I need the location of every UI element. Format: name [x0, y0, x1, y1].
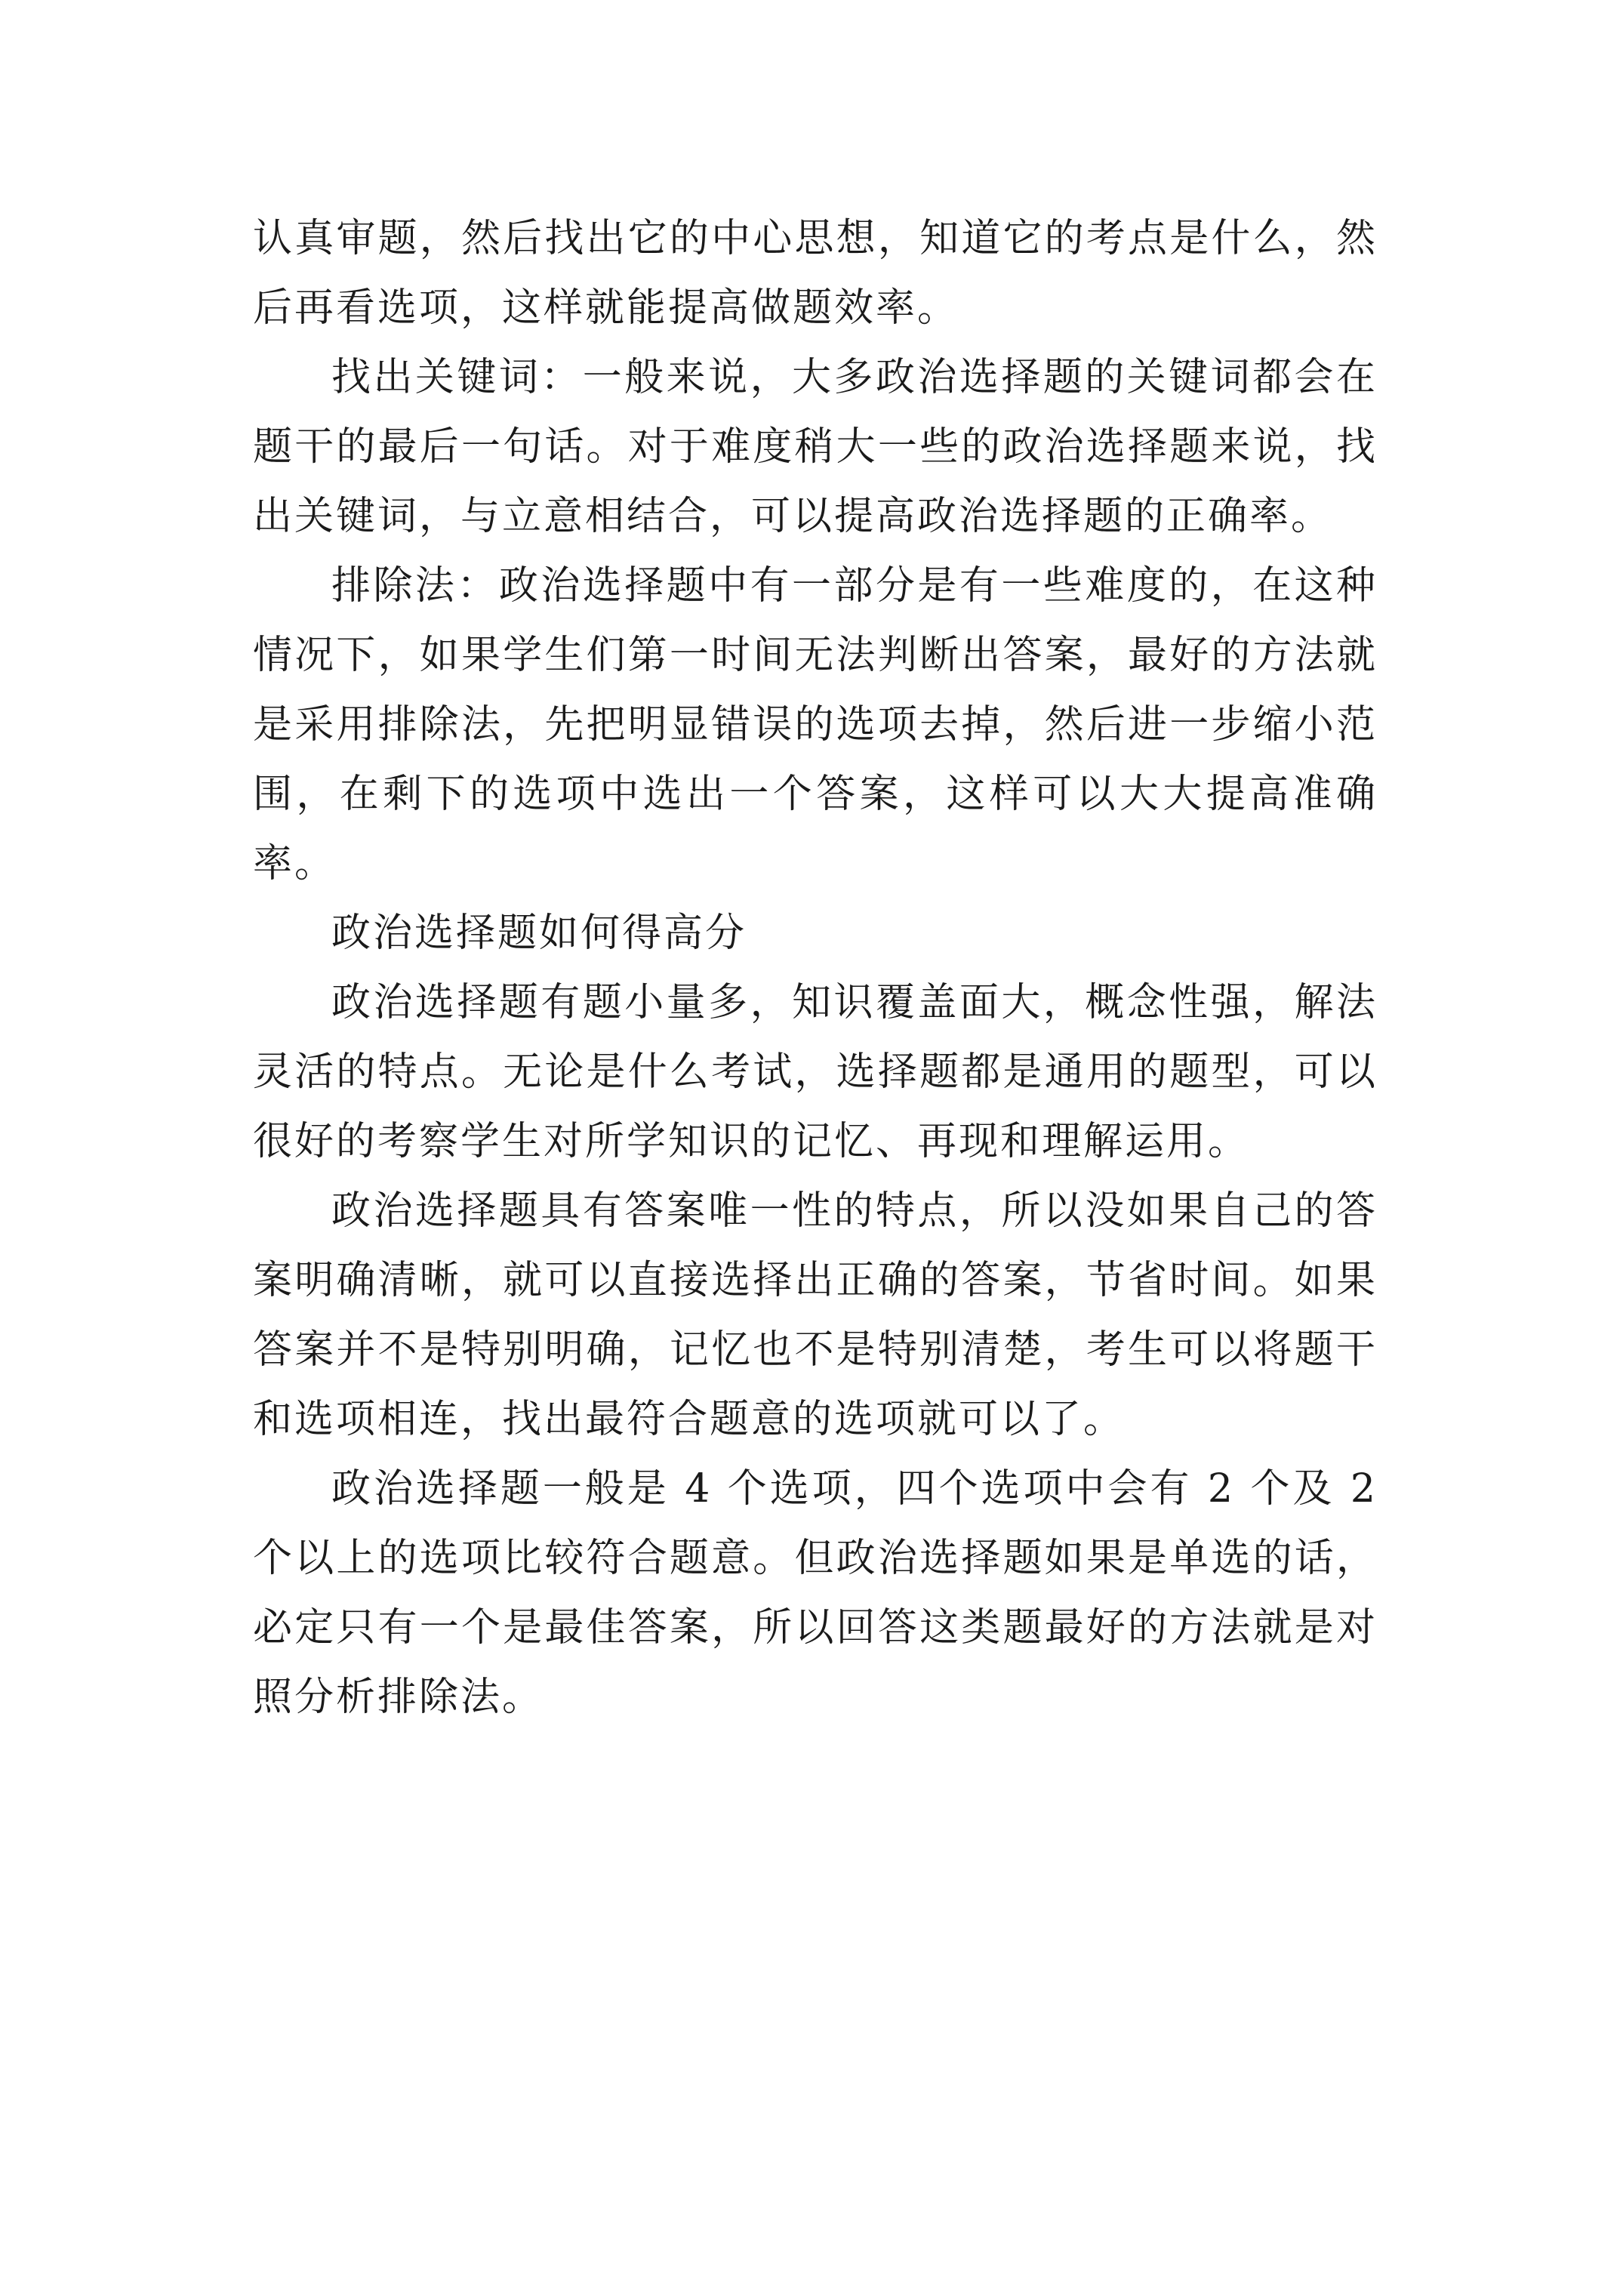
paragraph-6: 政治选择题一般是 4 个选项，四个选项中会有 2 个及 2 个以上的选项比较符合题意。但政治选择题如果是单选的话，必定只有一个是最佳答案，所以回答这类题最好的方法就是对照分析排除法。: [253, 1466, 1378, 1720]
paragraph-5: 政治选择题具有答案唯一性的特点，所以没如果自己的答案明确清晰，就可以直接选择出正确的答案，节省时间。如果答案并不是特别明确，记忆也不是特别清楚，考生可以将题干和选项相连，找出最符合题意的选项就可以了。: [253, 1188, 1378, 1442]
paragraph-3: 排除法：政治选择题中有一部分是有一些难度的，在这种情况下，如果学生们第一时间无法判断出答案，最好的方法就是采用排除法，先把明显错误的选项去掉，然后进一步缩小范围，在剩下的选项中选出一个答案，这样可以大大提高准确率。: [253, 563, 1378, 886]
paragraph-4: 政治选择题有题小量多，知识覆盖面大，概念性强，解法灵活的特点。无论是什么考试，选择题都是通用的题型，可以很好的考察学生对所学知识的记忆、再现和理解运用。: [253, 980, 1378, 1164]
document-body: [253, 204, 1378, 1732]
paragraph-1: 认真审题，然后找出它的中心思想，知道它的考点是什么，然后再看选项，这样就能提高做题效率。: [253, 216, 1378, 331]
paragraph-2: 找出关键词：一般来说，大多政治选择题的关键词都会在题干的最后一句话。对于难度稍大一些的政治选择题来说，找出关键词，与立意相结合，可以提高政治选择题的正确率。: [253, 355, 1378, 539]
section-heading: 政治选择题如何得高分: [331, 911, 747, 956]
